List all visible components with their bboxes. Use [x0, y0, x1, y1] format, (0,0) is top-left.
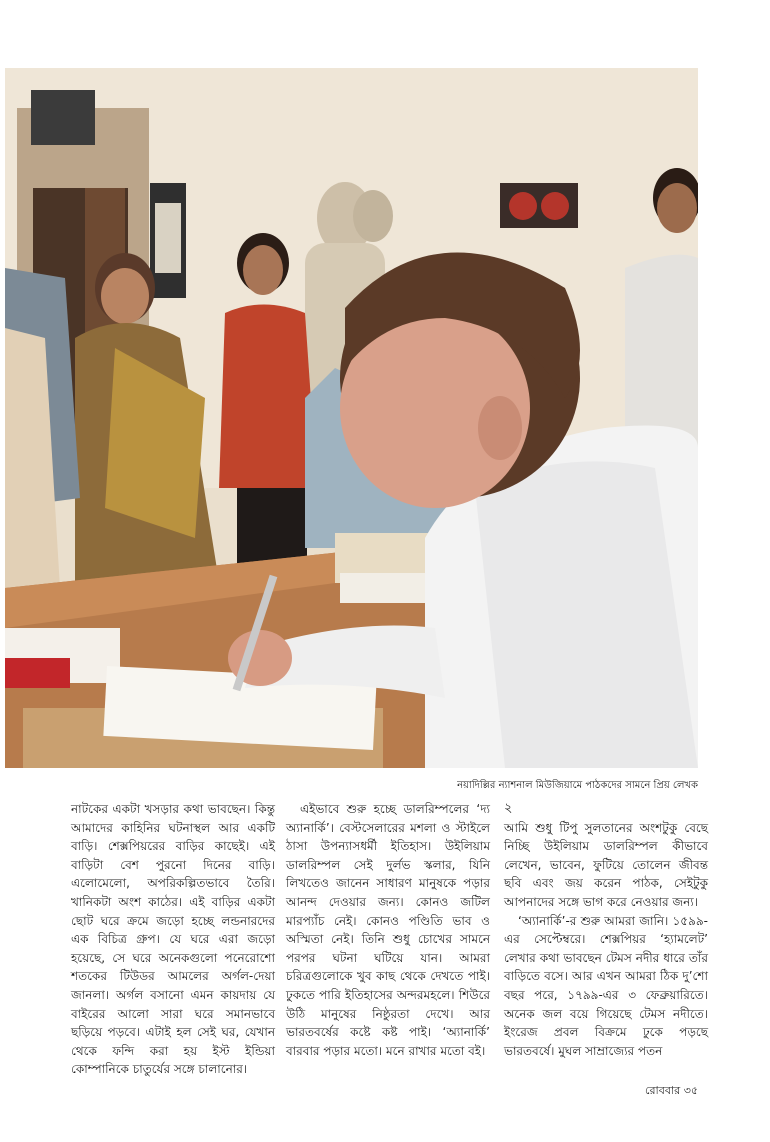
article-column-3 [504, 800, 708, 1060]
paragraph: ‘অ্যানার্কি’-র শুরু আমরা জানি। ১৫৯৯-এর সেপ্টেম্বরে। শেক্সপিয়র ‘হ্যামলেট’ লেখার কথা ভাবছেন টেমস নদীর ধারে তাঁর বাড়িতে বসে। আর এখন আমরা ঠিক দু’শো বছর পরে, ১৭৯৯-এর ৩ ফেব্রুয়ারিতে। অনেক জল বয়ে গিয়েছে টেমস নদীতে। ইংরেজ প্রবল বিক্রমে ঢুকে পড়ছে ভারতবর্ষে। মুঘল সাম্রাজ্যের পতন [504, 913, 708, 1058]
section-number: ২ [504, 801, 513, 816]
photo-caption: নয়াদিল্লির ন্যাশনাল মিউজিয়ামে পাঠকদের সামনে প্রিয় লেখক [457, 780, 698, 791]
page-folio: রোববার ৩৫ [645, 1084, 698, 1097]
article-column-1 [71, 800, 275, 1079]
paragraph: আমি শুধু টিপু সুলতানের অংশটুকু বেছে নিচ্ছি উইলিয়াম ডালরিম্পল কীভাবে লেখেন, ভাবেন, ফুটিয়ে তোলেন জীবন্ত ছবি এবং জয় করেন পাঠক, সেইটুকু আপনাদের সঙ্গে ভাগ করে নেওয়ার জন্য। [504, 820, 708, 909]
paragraph: নাটকের একটা খসড়ার কথা ভাবছেন। কিন্তু আমাদের কাহিনির ঘটনাস্থল আর একটি বাড়ি। শেক্সপিয়রের বাড়ির কাছেই। এই বাড়িটা বেশ পুরনো দিনের বাড়ি। এলোমেলো, অপরিকল্পিতভাবে তৈরি। খানিকটা অংশ কাঠের। এই বাড়ির একটা ছোট ঘরে ক্রমে জড়ো হচ্ছে লন্ডনারদের এক বিচিত্র গ্রুপ। যে ঘরে এরা জড়ো হয়েছে, সে ঘরে অনেকগুলো পনেরোশো শতকের টিউডর আমলের অর্গল-দেয়া জানলা। অর্গল বসানো এমন কায়দায় যে বাইরের আলো সারা ঘরে সমানভাবে ছড়িয়ে পড়বে। এটাই হল সেই ঘর, যেখান থেকে ফন্দি করা হয় ইস্ট ইন্ডিয়া কোম্পানিকে চাতুর্যের সঙ্গে চালানোর। [71, 802, 275, 1077]
paragraph: এইভাবে শুরু হচ্ছে ডালরিম্পলের ‘দ্য অ্যানার্কি’। বেস্টসেলারের মশলা ও স্টাইলে ঠাসা উপন্যাসধর্মী ইতিহাস। উইলিয়াম ডালরিম্পল সেই দুর্লভ স্কলার, যিনি লিখতেও জানেন সাধারণ মানুষকে পড়ার আনন্দ দেওয়ার জন্য। কোনও জটিল মারপ্যাঁচ নেই। কোনও পণ্ডিতি ভাব ও অস্মিতা নেই। তিনি শুধু চোখের সামনে পরপর ঘটনা ঘটিয়ে যান। আমরা চরিত্রগুলোকে খুব কাছ থেকে দেখতে পাই। ঢুকতে পারি ইতিহাসের অন্দরমহলে। শিউরে উঠি মানুষের নিষ্ঠুরতা দেখে। আর ভারতবর্ষের কষ্টে কষ্ট পাই। ‘অ্যানার্কি’ বারবার পড়ার মতো। মনে রাখার মতো বই। [286, 802, 490, 1058]
article-column-2 [286, 800, 490, 1060]
book-signing-photo [5, 68, 698, 768]
